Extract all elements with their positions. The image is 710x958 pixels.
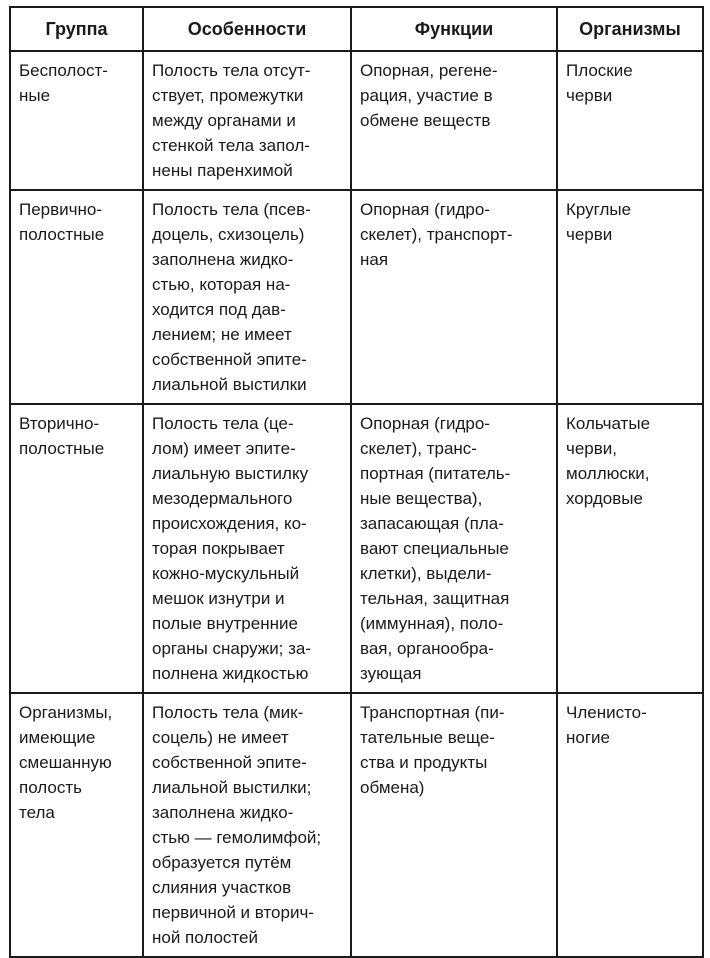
cell-group-text: Бесполост- ные <box>19 61 108 105</box>
cell-features <box>143 190 351 404</box>
cell-features-text: Полость тела (це- лом) имеет эпите- лиальную выстилку мезодермального происхождения, ко- торая покрывает кожно-мускульный мешок изнутри и полые внутренние органы снаружи; за- полнена жидкостью <box>152 414 312 683</box>
header-group: Группа <box>10 7 143 51</box>
cell-organisms <box>557 190 703 404</box>
cell-features <box>143 693 351 957</box>
cell-functions <box>351 404 557 693</box>
cell-functions <box>351 190 557 404</box>
cell-features-text: Полость тела отсут- ствует, промежутки между органами и стенкой тела запол- нены паренхимой <box>152 61 311 180</box>
cell-organisms-text: Круглые черви <box>566 200 632 244</box>
header-organisms: Организмы <box>557 7 703 51</box>
cell-functions-text: Опорная (гидро- скелет), транс- портная (питатель- ные вещества), запасающая (пла- вают специальные клетки), выдели- тельная, защитная (иммунная), поло- вая, органообра- зующая <box>360 414 511 683</box>
table-row <box>10 190 703 404</box>
cell-features <box>143 51 351 190</box>
header-row <box>10 7 703 51</box>
cell-group-text: Вторично- полостные <box>19 414 105 458</box>
cell-group <box>10 404 143 693</box>
cell-features-text: Полость тела (псев- доцель, схизоцель) заполнена жидко- стью, которая на- ходится под дав- лением; не имеет собственной эпите- лиальной выстилки <box>152 200 311 394</box>
header-functions: Функции <box>351 7 557 51</box>
cell-functions-text: Опорная (гидро- скелет), транспорт- ная <box>360 200 513 269</box>
cell-organisms-text: Членисто- ногие <box>566 703 647 747</box>
cell-group <box>10 693 143 957</box>
cell-functions <box>351 693 557 957</box>
cell-organisms <box>557 693 703 957</box>
cell-group <box>10 190 143 404</box>
cell-functions-text: Опорная, регене- рация, участие в обмене веществ <box>360 61 498 130</box>
table-row <box>10 404 703 693</box>
cell-features <box>143 404 351 693</box>
cell-group-text: Первично- полостные <box>19 200 105 244</box>
cell-organisms-text: Плоские черви <box>566 61 633 105</box>
cell-functions <box>351 51 557 190</box>
cell-organisms <box>557 51 703 190</box>
cell-organisms-text: Кольчатые черви, моллюски, хордовые <box>566 414 651 508</box>
cell-group <box>10 51 143 190</box>
table-row <box>10 693 703 957</box>
cell-group-text: Организмы, имеющие смешанную полость тела <box>19 703 113 822</box>
table-row <box>10 51 703 190</box>
cell-features-text: Полость тела (мик- соцель) не имеет собственной эпите- лиальной выстилки; заполнена жидко- стью — гемолимфой; образуется путём слияния участков первичной и вторич- ной полостей <box>152 703 322 947</box>
cell-functions-text: Транспортная (пи- тательные веще- ства и продукты обмена) <box>360 703 505 797</box>
cell-organisms <box>557 404 703 693</box>
body-cavity-table <box>9 6 704 958</box>
header-features: Особенности <box>143 7 351 51</box>
